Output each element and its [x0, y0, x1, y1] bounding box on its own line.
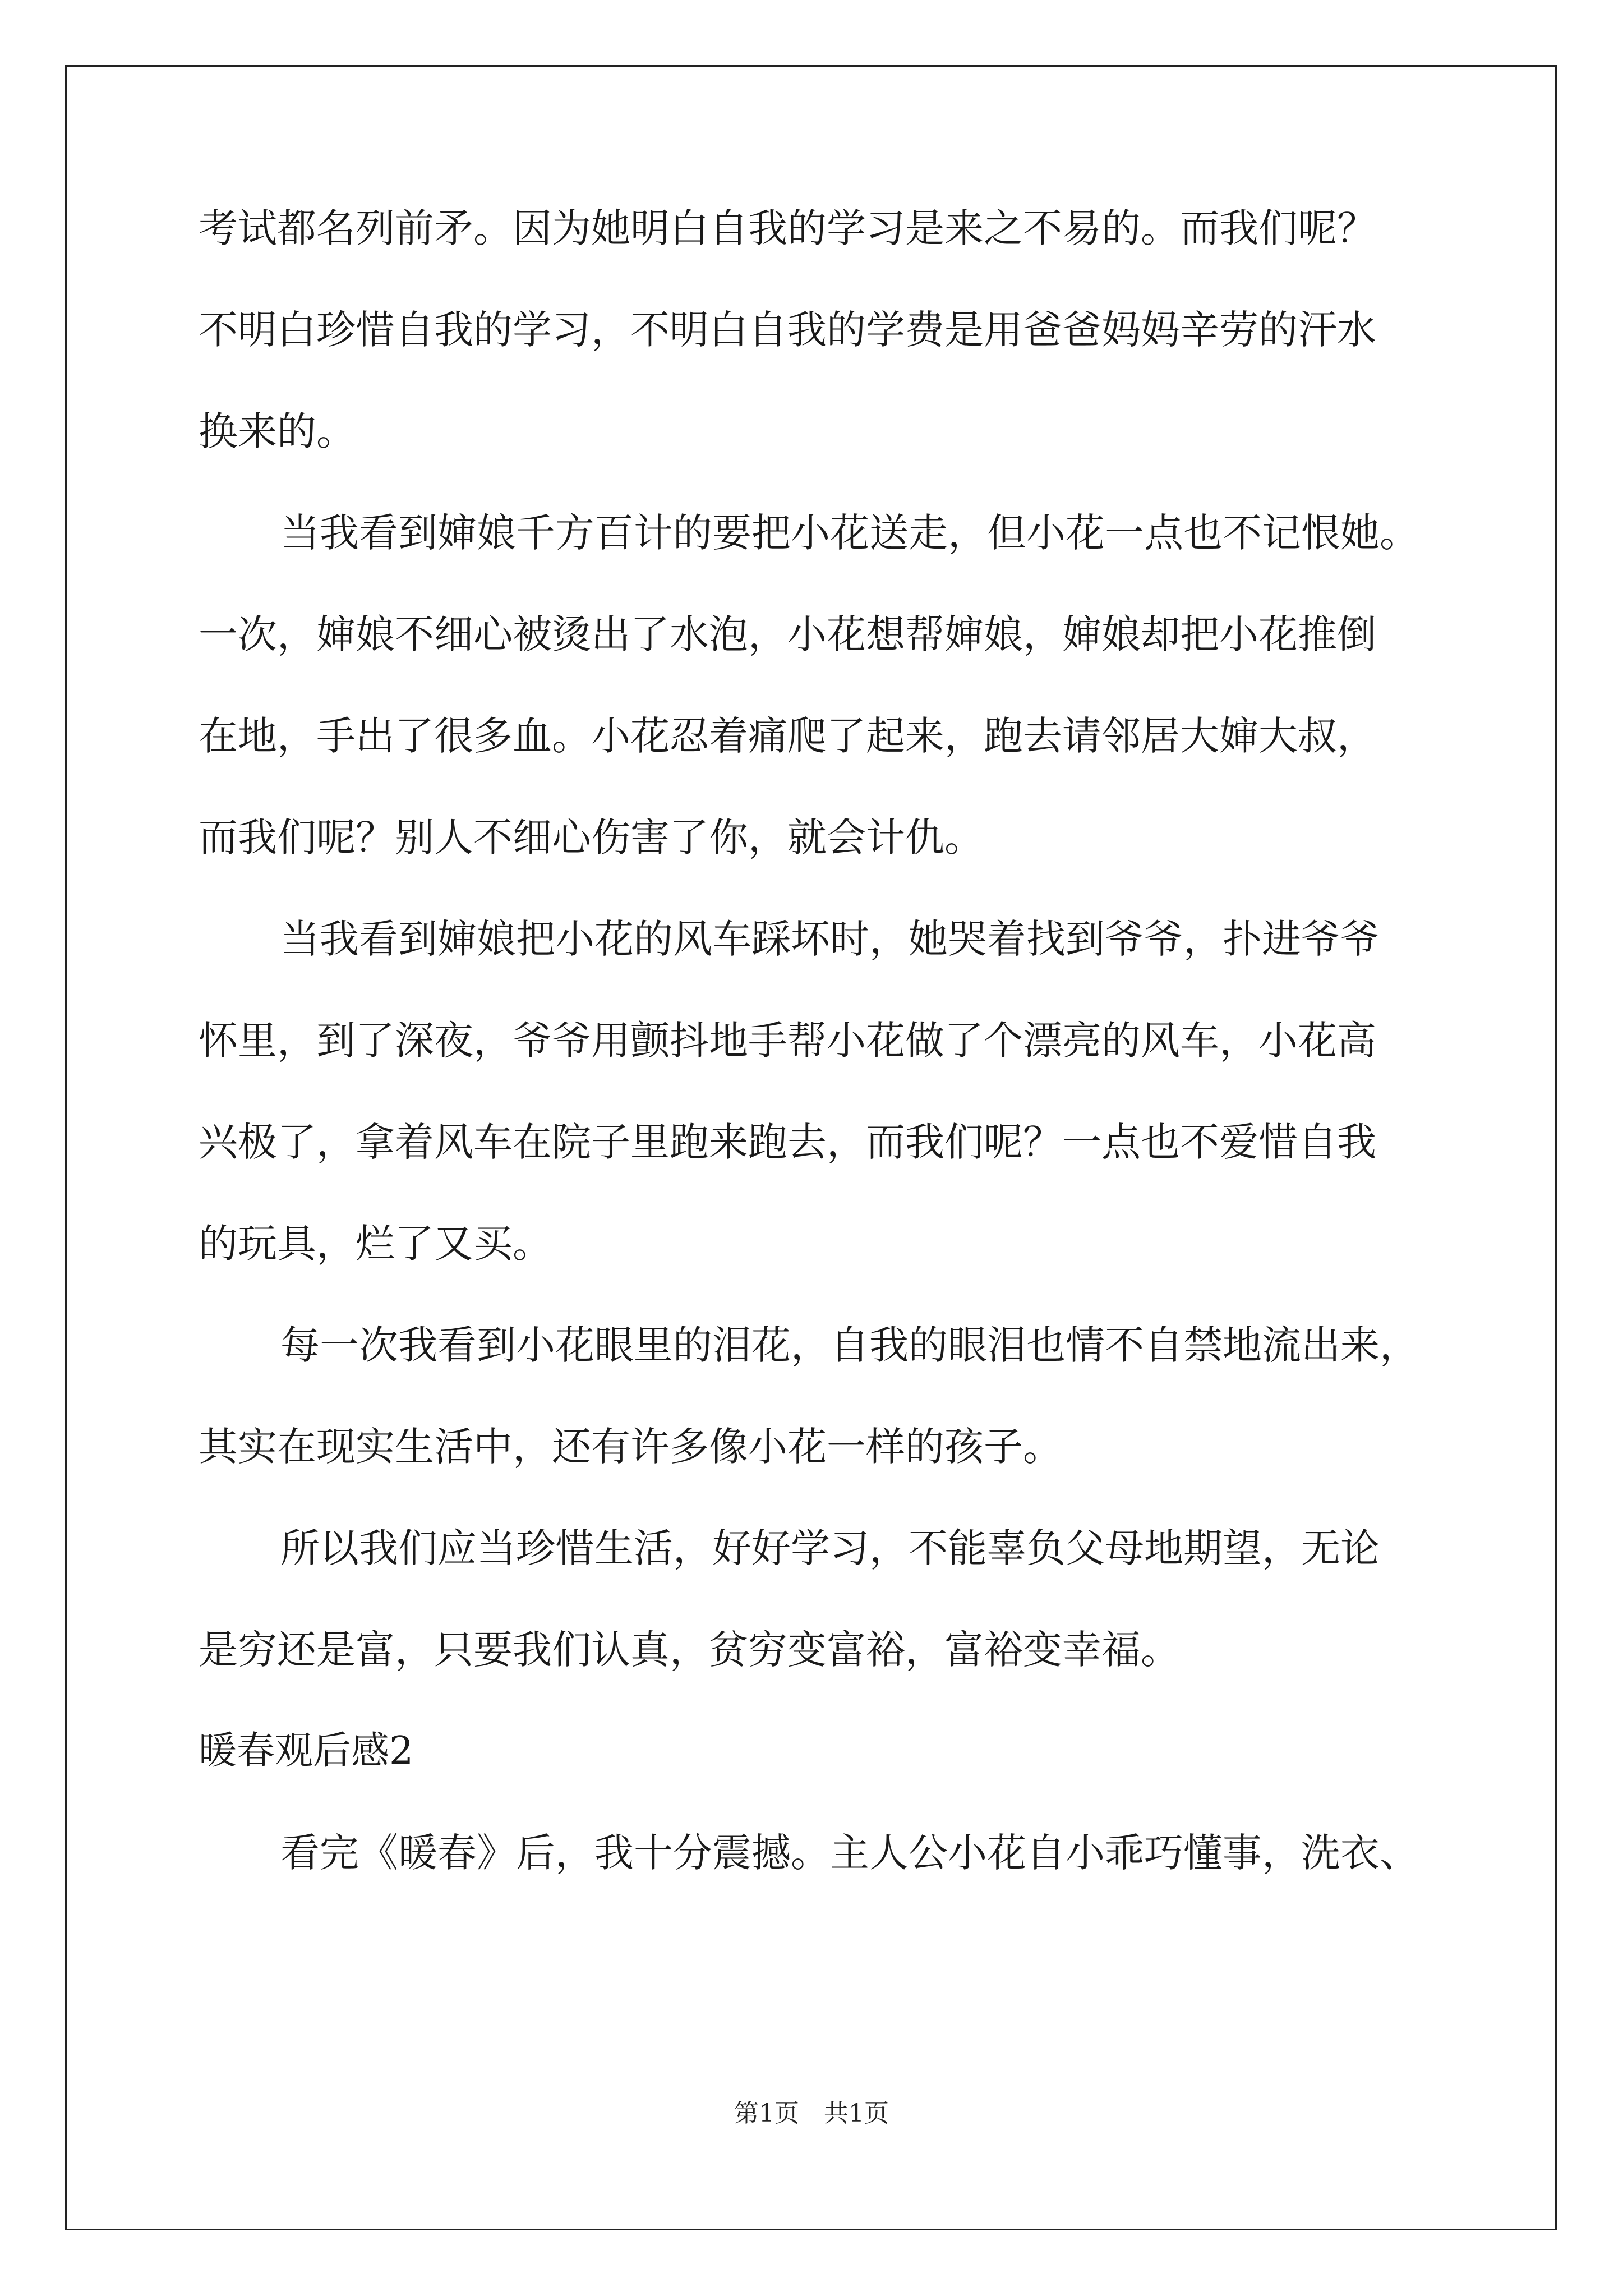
text-line: 不明白珍惜自我的学习，不明白自我的学费是用爸爸妈妈辛劳的汗水 [199, 307, 1376, 353]
paragraph-start-line: 当我看到婶娘千方百计的要把小花送走，但小花一点也不记恨她。 [280, 510, 1419, 556]
paragraph-start-line: 每一次我看到小花眼里的泪花，自我的眼泪也情不自禁地流出来， [280, 1322, 1419, 1368]
page-footer: 第1页 共1页 [734, 2099, 889, 2128]
paragraph-start-line: 看完《暖春》后，我十分震撼。主人公小花自小乖巧懂事，洗衣、 [280, 1830, 1419, 1876]
paragraph-start-line: 当我看到婶娘把小花的风车踩坏时，她哭着找到爷爷，扑进爷爷 [280, 916, 1380, 962]
text-line: 考试都名列前矛。因为她明白自我的学习是来之不易的。而我们呢？ [199, 205, 1376, 251]
text-line: 而我们呢？别人不细心伤害了你，就会计仇。 [199, 815, 984, 861]
text-line: 一次，婶娘不细心被烫出了水泡，小花想帮婶娘，婶娘却把小花推倒 [199, 611, 1376, 657]
text-line: 兴极了，拿着风车在院子里跑来跑去，而我们呢？一点也不爱惜自我 [199, 1119, 1376, 1165]
section-heading: 暖春观后感2 [199, 1729, 414, 1773]
text-line: 其实在现实生活中，还有许多像小花一样的孩子。 [199, 1424, 1062, 1470]
text-line: 的玩具，烂了又买。 [199, 1221, 552, 1267]
paragraph-start-line: 所以我们应当珍惜生活，好好学习，不能辜负父母地期望，无论 [280, 1525, 1380, 1571]
text-line: 换来的。 [199, 408, 356, 454]
text-line: 在地，手出了很多血。小花忍着痛爬了起来，跑去请邻居大婶大叔， [199, 713, 1376, 759]
text-line: 怀里，到了深夜，爷爷用颤抖地手帮小花做了个漂亮的风车，小花高 [199, 1018, 1376, 1064]
text-line: 是穷还是富，只要我们认真，贫穷变富裕，富裕变幸福。 [199, 1627, 1180, 1673]
